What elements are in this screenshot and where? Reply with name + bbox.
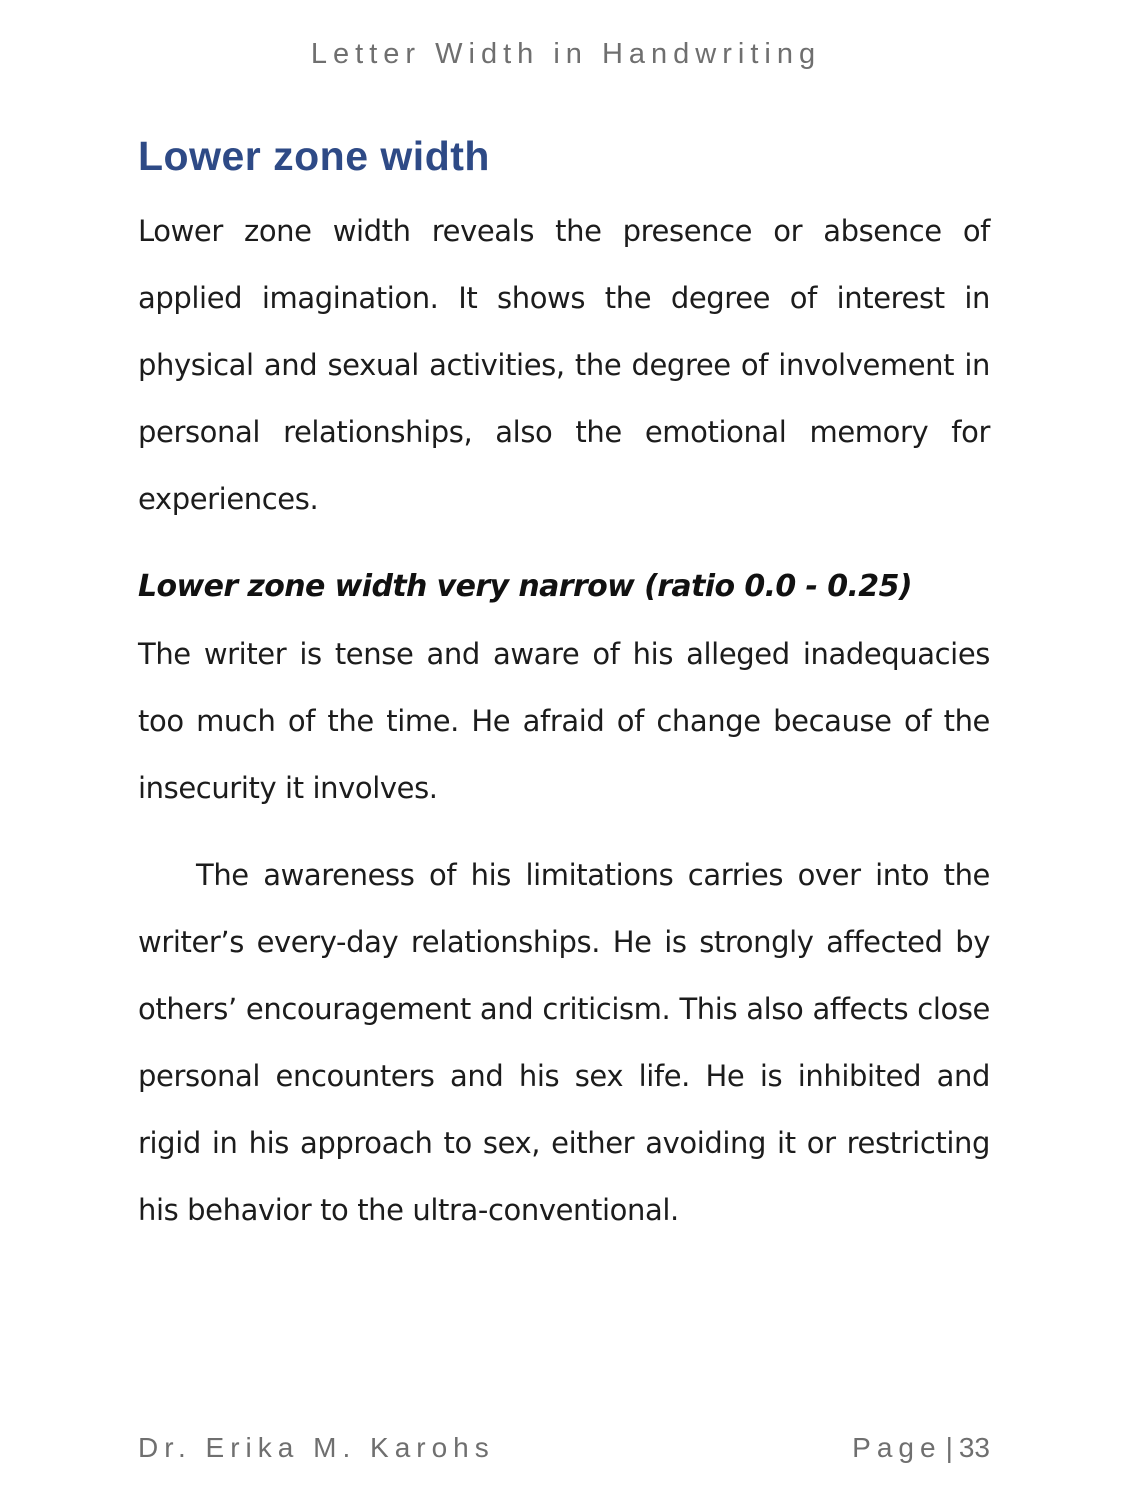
body-paragraph-2: The awareness of his limitations carries over into the writer’s every-day relationships. He is strongly affected by others’ encouragement and criticism. This also affects close personal encounters and his sex life. He is inhibited and rigid in his approach to sex, either avoiding it or restricting his behavior to the ultra-conventional. <box>138 858 990 1227</box>
footer-separator: | <box>945 1432 953 1463</box>
page-content <box>138 128 990 1244</box>
subheading-very-narrow: Lower zone width very narrow (ratio 0.0 - 0.25) <box>138 569 912 604</box>
intro-paragraph: Lower zone width reveals the presence or absence of applied imagination. It shows the degree of interest in physical and sexual activities, the degree of involvement in personal relationships, also the emotional memory for experiences. <box>138 214 990 516</box>
footer-author: Dr. Erika M. Karohs <box>138 1432 495 1463</box>
footer-page-value: 33 <box>958 1432 990 1463</box>
body-paragraph-1: The writer is tense and aware of his alleged inadequacies too much of the time. He afraid of change because of the insecurity it involves. <box>138 637 990 805</box>
footer-page-label: Page <box>852 1432 942 1463</box>
running-header-title: Letter Width in Handwriting <box>310 38 822 70</box>
footer-page-number <box>852 1432 990 1464</box>
section-heading: Lower zone width <box>138 133 490 179</box>
